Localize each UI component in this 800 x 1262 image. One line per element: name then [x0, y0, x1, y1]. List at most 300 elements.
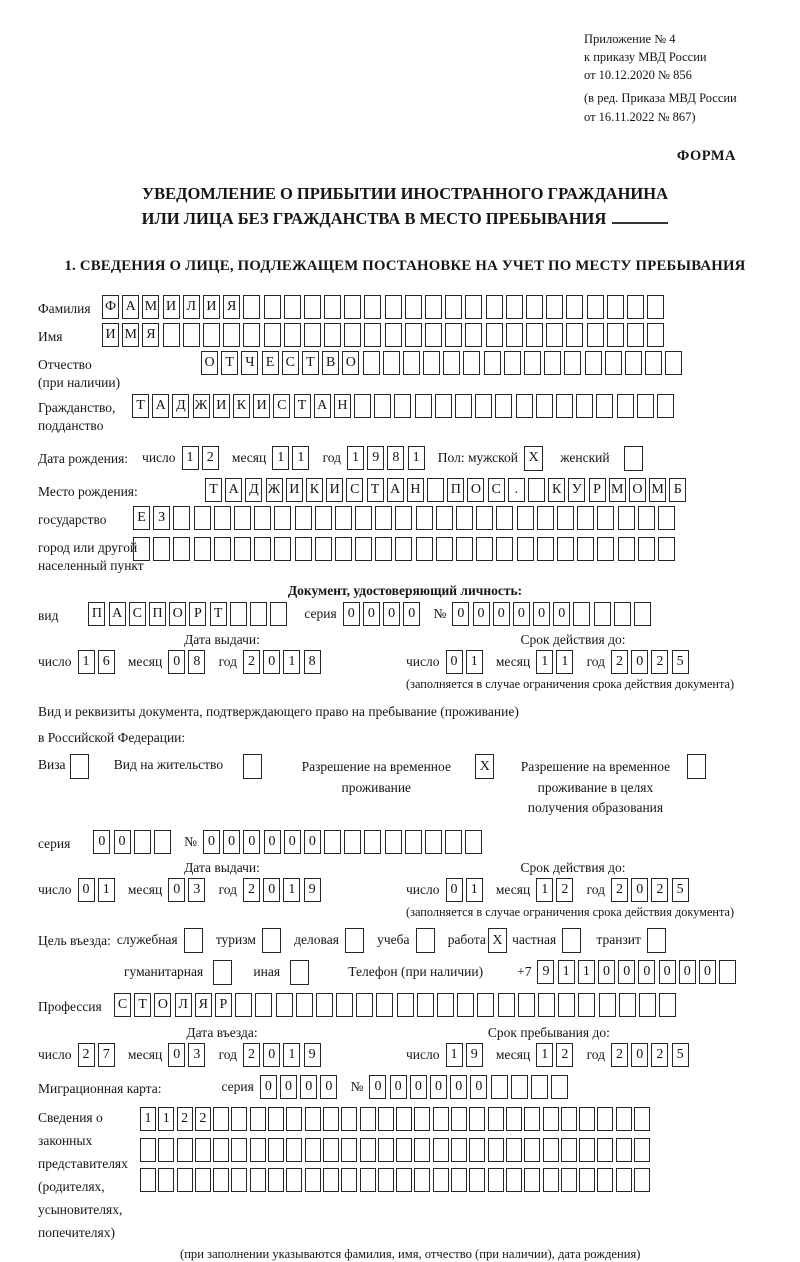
- char-box[interactable]: [394, 394, 411, 418]
- char-box[interactable]: 1: [536, 650, 553, 674]
- char-box[interactable]: [415, 394, 432, 418]
- char-box[interactable]: 0: [93, 830, 110, 854]
- char-box[interactable]: [537, 506, 554, 530]
- char-box[interactable]: Т: [367, 478, 384, 502]
- char-box[interactable]: [537, 537, 554, 561]
- char-box[interactable]: [315, 506, 332, 530]
- char-box[interactable]: [396, 1138, 412, 1162]
- char-box[interactable]: И: [203, 295, 220, 319]
- char-box[interactable]: [304, 323, 321, 347]
- char-box[interactable]: [268, 1138, 284, 1162]
- char-box[interactable]: [355, 506, 372, 530]
- char-box[interactable]: [618, 506, 635, 530]
- char-box[interactable]: [465, 323, 482, 347]
- char-box[interactable]: О: [629, 478, 646, 502]
- char-box[interactable]: 1: [556, 650, 573, 674]
- char-box[interactable]: [436, 537, 453, 561]
- char-box[interactable]: [425, 830, 442, 854]
- education-permit-checkbox[interactable]: [687, 754, 706, 779]
- char-box[interactable]: [385, 295, 402, 319]
- residence-permit-checkbox[interactable]: [243, 754, 262, 779]
- char-box[interactable]: [456, 537, 473, 561]
- char-box[interactable]: 9: [304, 1043, 321, 1067]
- char-box[interactable]: С: [346, 478, 363, 502]
- char-box[interactable]: [486, 323, 503, 347]
- char-box[interactable]: 2: [78, 1043, 95, 1067]
- char-box[interactable]: И: [326, 478, 343, 502]
- char-box[interactable]: О: [467, 478, 484, 502]
- char-box[interactable]: [517, 506, 534, 530]
- char-box[interactable]: [465, 830, 482, 854]
- char-box[interactable]: [284, 295, 301, 319]
- char-box[interactable]: [526, 323, 543, 347]
- char-box[interactable]: 6: [98, 650, 115, 674]
- char-box[interactable]: [425, 295, 442, 319]
- char-box[interactable]: [517, 537, 534, 561]
- char-box[interactable]: [427, 478, 444, 502]
- char-box[interactable]: 0: [410, 1075, 427, 1099]
- char-box[interactable]: [355, 537, 372, 561]
- char-box[interactable]: К: [233, 394, 250, 418]
- char-box[interactable]: 9: [367, 446, 384, 470]
- char-box[interactable]: [363, 351, 380, 375]
- char-box[interactable]: [255, 993, 272, 1017]
- char-box[interactable]: [336, 993, 353, 1017]
- char-box[interactable]: 5: [672, 1043, 689, 1067]
- char-box[interactable]: [564, 351, 581, 375]
- char-box[interactable]: [455, 394, 472, 418]
- option-checkbox[interactable]: X: [488, 928, 507, 953]
- char-box[interactable]: С: [282, 351, 299, 375]
- option-checkbox[interactable]: [416, 928, 435, 953]
- char-box[interactable]: Т: [221, 351, 238, 375]
- char-box[interactable]: [437, 993, 454, 1017]
- char-box[interactable]: М: [122, 323, 139, 347]
- char-box[interactable]: 0: [363, 602, 380, 626]
- char-box[interactable]: [194, 506, 211, 530]
- char-box[interactable]: [506, 1138, 522, 1162]
- char-box[interactable]: [433, 1138, 449, 1162]
- char-box[interactable]: 2: [177, 1107, 193, 1131]
- char-box[interactable]: Е: [262, 351, 279, 375]
- char-box[interactable]: [544, 351, 561, 375]
- char-box[interactable]: В: [322, 351, 339, 375]
- char-box[interactable]: Д: [172, 394, 189, 418]
- char-box[interactable]: 2: [243, 650, 260, 674]
- char-box[interactable]: 0: [450, 1075, 467, 1099]
- char-box[interactable]: Я: [195, 993, 212, 1017]
- char-box[interactable]: 0: [638, 960, 655, 984]
- char-box[interactable]: [414, 1138, 430, 1162]
- char-box[interactable]: 0: [446, 878, 463, 902]
- char-box[interactable]: 0: [533, 602, 550, 626]
- char-box[interactable]: Ф: [102, 295, 119, 319]
- char-box[interactable]: 2: [556, 878, 573, 902]
- char-box[interactable]: [324, 323, 341, 347]
- char-box[interactable]: 1: [140, 1107, 156, 1131]
- char-box[interactable]: [158, 1138, 174, 1162]
- option-checkbox[interactable]: [213, 960, 232, 985]
- char-box[interactable]: [213, 1138, 229, 1162]
- char-box[interactable]: [385, 323, 402, 347]
- char-box[interactable]: [665, 351, 682, 375]
- char-box[interactable]: [625, 351, 642, 375]
- char-box[interactable]: [597, 506, 614, 530]
- char-box[interactable]: [286, 1168, 302, 1192]
- char-box[interactable]: П: [149, 602, 166, 626]
- option-checkbox[interactable]: [290, 960, 309, 985]
- char-box[interactable]: [286, 1107, 302, 1131]
- char-box[interactable]: О: [342, 351, 359, 375]
- char-box[interactable]: А: [109, 602, 126, 626]
- char-box[interactable]: [316, 993, 333, 1017]
- char-box[interactable]: [536, 394, 553, 418]
- char-box[interactable]: [264, 295, 281, 319]
- char-box[interactable]: [153, 537, 170, 561]
- char-box[interactable]: [637, 394, 654, 418]
- char-box[interactable]: [364, 830, 381, 854]
- char-box[interactable]: [268, 1168, 284, 1192]
- char-box[interactable]: [173, 537, 190, 561]
- char-box[interactable]: 0: [403, 602, 420, 626]
- char-box[interactable]: 5: [672, 650, 689, 674]
- char-box[interactable]: 1: [578, 960, 595, 984]
- char-box[interactable]: 0: [369, 1075, 386, 1099]
- char-box[interactable]: 0: [618, 960, 635, 984]
- char-box[interactable]: Ж: [266, 478, 283, 502]
- char-box[interactable]: 0: [598, 960, 615, 984]
- char-box[interactable]: 2: [611, 650, 628, 674]
- option-checkbox[interactable]: [262, 928, 281, 953]
- char-box[interactable]: Б: [669, 478, 686, 502]
- option-checkbox[interactable]: [184, 928, 203, 953]
- char-box[interactable]: [416, 537, 433, 561]
- char-box[interactable]: 8: [304, 650, 321, 674]
- char-box[interactable]: [469, 1107, 485, 1131]
- char-box[interactable]: [250, 1107, 266, 1131]
- char-box[interactable]: [140, 1168, 156, 1192]
- char-box[interactable]: [274, 537, 291, 561]
- char-box[interactable]: Л: [175, 993, 192, 1017]
- char-box[interactable]: 0: [280, 1075, 297, 1099]
- char-box[interactable]: [469, 1138, 485, 1162]
- char-box[interactable]: 0: [679, 960, 696, 984]
- char-box[interactable]: 0: [284, 830, 301, 854]
- char-box[interactable]: Ч: [241, 351, 258, 375]
- char-box[interactable]: [627, 323, 644, 347]
- char-box[interactable]: [395, 506, 412, 530]
- char-box[interactable]: [451, 1107, 467, 1131]
- temporary-permit-checkbox[interactable]: X: [475, 754, 494, 779]
- char-box[interactable]: [463, 351, 480, 375]
- char-box[interactable]: Я: [142, 323, 159, 347]
- char-box[interactable]: [619, 993, 636, 1017]
- char-box[interactable]: [254, 537, 271, 561]
- char-box[interactable]: 9: [537, 960, 554, 984]
- char-box[interactable]: И: [163, 295, 180, 319]
- char-box[interactable]: У: [568, 478, 585, 502]
- char-box[interactable]: 0: [168, 650, 185, 674]
- char-box[interactable]: [576, 394, 593, 418]
- char-box[interactable]: [543, 1138, 559, 1162]
- char-box[interactable]: [658, 537, 675, 561]
- char-box[interactable]: 0: [263, 1043, 280, 1067]
- char-box[interactable]: М: [609, 478, 626, 502]
- char-box[interactable]: [579, 1168, 595, 1192]
- char-box[interactable]: С: [488, 478, 505, 502]
- char-box[interactable]: [491, 1075, 508, 1099]
- char-box[interactable]: Т: [294, 394, 311, 418]
- char-box[interactable]: 0: [452, 602, 469, 626]
- char-box[interactable]: 1: [78, 650, 95, 674]
- char-box[interactable]: [234, 537, 251, 561]
- char-box[interactable]: [270, 602, 287, 626]
- char-box[interactable]: [616, 1138, 632, 1162]
- char-box[interactable]: [556, 394, 573, 418]
- char-box[interactable]: [597, 1138, 613, 1162]
- char-box[interactable]: [561, 1107, 577, 1131]
- char-box[interactable]: [134, 830, 151, 854]
- char-box[interactable]: С: [273, 394, 290, 418]
- char-box[interactable]: [416, 506, 433, 530]
- char-box[interactable]: О: [201, 351, 218, 375]
- char-box[interactable]: [443, 351, 460, 375]
- char-box[interactable]: М: [649, 478, 666, 502]
- char-box[interactable]: 0: [264, 830, 281, 854]
- char-box[interactable]: [616, 1107, 632, 1131]
- char-box[interactable]: [496, 506, 513, 530]
- char-box[interactable]: [414, 1107, 430, 1131]
- char-box[interactable]: [498, 993, 515, 1017]
- char-box[interactable]: [133, 537, 150, 561]
- char-box[interactable]: [194, 537, 211, 561]
- char-box[interactable]: 0: [168, 878, 185, 902]
- char-box[interactable]: [518, 993, 535, 1017]
- char-box[interactable]: 3: [188, 1043, 205, 1067]
- char-box[interactable]: [524, 1107, 540, 1131]
- char-box[interactable]: [647, 295, 664, 319]
- char-box[interactable]: И: [253, 394, 270, 418]
- char-box[interactable]: [557, 506, 574, 530]
- char-box[interactable]: [356, 993, 373, 1017]
- char-box[interactable]: [597, 1168, 613, 1192]
- char-box[interactable]: [488, 1168, 504, 1192]
- char-box[interactable]: [158, 1168, 174, 1192]
- char-box[interactable]: [634, 602, 651, 626]
- char-box[interactable]: [488, 1138, 504, 1162]
- char-box[interactable]: [634, 1168, 650, 1192]
- char-box[interactable]: [579, 1107, 595, 1131]
- char-box[interactable]: [364, 323, 381, 347]
- char-box[interactable]: [469, 1168, 485, 1192]
- option-checkbox[interactable]: [345, 928, 364, 953]
- char-box[interactable]: 0: [223, 830, 240, 854]
- char-box[interactable]: [477, 993, 494, 1017]
- char-box[interactable]: [405, 295, 422, 319]
- char-box[interactable]: С: [114, 993, 131, 1017]
- char-box[interactable]: [354, 394, 371, 418]
- char-box[interactable]: [305, 1107, 321, 1131]
- char-box[interactable]: [538, 993, 555, 1017]
- char-box[interactable]: П: [447, 478, 464, 502]
- char-box[interactable]: 0: [553, 602, 570, 626]
- char-box[interactable]: [639, 993, 656, 1017]
- char-box[interactable]: [647, 323, 664, 347]
- char-box[interactable]: 1: [446, 1043, 463, 1067]
- char-box[interactable]: 1: [272, 446, 289, 470]
- char-box[interactable]: 1: [466, 878, 483, 902]
- char-box[interactable]: [638, 537, 655, 561]
- char-box[interactable]: 2: [556, 1043, 573, 1067]
- char-box[interactable]: [566, 295, 583, 319]
- char-box[interactable]: [524, 1138, 540, 1162]
- char-box[interactable]: [573, 602, 590, 626]
- char-box[interactable]: 0: [446, 650, 463, 674]
- char-box[interactable]: [436, 506, 453, 530]
- char-box[interactable]: [495, 394, 512, 418]
- char-box[interactable]: А: [152, 394, 169, 418]
- char-box[interactable]: [341, 1107, 357, 1131]
- char-box[interactable]: 0: [263, 650, 280, 674]
- char-box[interactable]: 1: [283, 650, 300, 674]
- char-box[interactable]: [264, 323, 281, 347]
- char-box[interactable]: [638, 506, 655, 530]
- char-box[interactable]: [433, 1168, 449, 1192]
- char-box[interactable]: 1: [408, 446, 425, 470]
- char-box[interactable]: [488, 1107, 504, 1131]
- char-box[interactable]: А: [122, 295, 139, 319]
- char-box[interactable]: [177, 1168, 193, 1192]
- char-box[interactable]: [543, 1168, 559, 1192]
- char-box[interactable]: [383, 351, 400, 375]
- char-box[interactable]: [486, 295, 503, 319]
- char-box[interactable]: [250, 1168, 266, 1192]
- char-box[interactable]: [585, 351, 602, 375]
- char-box[interactable]: [456, 506, 473, 530]
- char-box[interactable]: [395, 537, 412, 561]
- char-box[interactable]: 2: [243, 1043, 260, 1067]
- char-box[interactable]: 0: [203, 830, 220, 854]
- char-box[interactable]: [295, 537, 312, 561]
- char-box[interactable]: [433, 1107, 449, 1131]
- char-box[interactable]: 0: [343, 602, 360, 626]
- char-box[interactable]: [659, 993, 676, 1017]
- char-box[interactable]: 5: [672, 878, 689, 902]
- char-box[interactable]: [425, 323, 442, 347]
- char-box[interactable]: [597, 537, 614, 561]
- char-box[interactable]: [506, 1168, 522, 1192]
- char-box[interactable]: [506, 295, 523, 319]
- char-box[interactable]: А: [387, 478, 404, 502]
- char-box[interactable]: 0: [473, 602, 490, 626]
- char-box[interactable]: 0: [243, 830, 260, 854]
- char-box[interactable]: 1: [182, 446, 199, 470]
- char-box[interactable]: [719, 960, 736, 984]
- char-box[interactable]: [484, 351, 501, 375]
- char-box[interactable]: [543, 1107, 559, 1131]
- char-box[interactable]: 2: [202, 446, 219, 470]
- char-box[interactable]: Т: [132, 394, 149, 418]
- char-box[interactable]: [324, 830, 341, 854]
- char-box[interactable]: 2: [611, 1043, 628, 1067]
- char-box[interactable]: О: [154, 993, 171, 1017]
- char-box[interactable]: .: [508, 478, 525, 502]
- char-box[interactable]: Н: [334, 394, 351, 418]
- char-box[interactable]: 1: [536, 878, 553, 902]
- char-box[interactable]: [295, 506, 312, 530]
- char-box[interactable]: [378, 1168, 394, 1192]
- char-box[interactable]: 0: [659, 960, 676, 984]
- char-box[interactable]: [250, 1138, 266, 1162]
- char-box[interactable]: [364, 295, 381, 319]
- char-box[interactable]: 9: [466, 1043, 483, 1067]
- char-box[interactable]: [561, 1138, 577, 1162]
- char-box[interactable]: [476, 506, 493, 530]
- char-box[interactable]: 0: [631, 650, 648, 674]
- char-box[interactable]: З: [153, 506, 170, 530]
- char-box[interactable]: [435, 394, 452, 418]
- char-box[interactable]: [274, 506, 291, 530]
- char-box[interactable]: [335, 506, 352, 530]
- char-box[interactable]: [634, 1138, 650, 1162]
- char-box[interactable]: [323, 1168, 339, 1192]
- char-box[interactable]: Т: [302, 351, 319, 375]
- char-box[interactable]: [213, 1107, 229, 1131]
- char-box[interactable]: [323, 1138, 339, 1162]
- char-box[interactable]: 0: [631, 878, 648, 902]
- char-box[interactable]: [243, 323, 260, 347]
- char-box[interactable]: [284, 323, 301, 347]
- char-box[interactable]: Я: [223, 295, 240, 319]
- gender-male-checkbox[interactable]: X: [524, 446, 543, 471]
- char-box[interactable]: 0: [114, 830, 131, 854]
- char-box[interactable]: [657, 394, 674, 418]
- char-box[interactable]: [618, 537, 635, 561]
- char-box[interactable]: 1: [98, 878, 115, 902]
- char-box[interactable]: [405, 830, 422, 854]
- char-box[interactable]: 0: [168, 1043, 185, 1067]
- char-box[interactable]: [658, 506, 675, 530]
- char-box[interactable]: [616, 1168, 632, 1192]
- char-box[interactable]: [305, 1138, 321, 1162]
- char-box[interactable]: [551, 1075, 568, 1099]
- char-box[interactable]: 0: [390, 1075, 407, 1099]
- char-box[interactable]: [561, 1168, 577, 1192]
- char-box[interactable]: [231, 1168, 247, 1192]
- char-box[interactable]: [465, 295, 482, 319]
- char-box[interactable]: 1: [558, 960, 575, 984]
- char-box[interactable]: 0: [383, 602, 400, 626]
- char-box[interactable]: [195, 1138, 211, 1162]
- char-box[interactable]: 1: [536, 1043, 553, 1067]
- char-box[interactable]: [214, 506, 231, 530]
- char-box[interactable]: [396, 1107, 412, 1131]
- char-box[interactable]: Р: [189, 602, 206, 626]
- char-box[interactable]: [286, 1138, 302, 1162]
- char-box[interactable]: [414, 1168, 430, 1192]
- char-box[interactable]: 0: [430, 1075, 447, 1099]
- char-box[interactable]: [375, 537, 392, 561]
- char-box[interactable]: О: [169, 602, 186, 626]
- char-box[interactable]: [634, 1107, 650, 1131]
- char-box[interactable]: И: [286, 478, 303, 502]
- char-box[interactable]: 1: [283, 878, 300, 902]
- char-box[interactable]: П: [88, 602, 105, 626]
- char-box[interactable]: [475, 394, 492, 418]
- char-box[interactable]: 2: [651, 1043, 668, 1067]
- char-box[interactable]: А: [314, 394, 331, 418]
- char-box[interactable]: [183, 323, 200, 347]
